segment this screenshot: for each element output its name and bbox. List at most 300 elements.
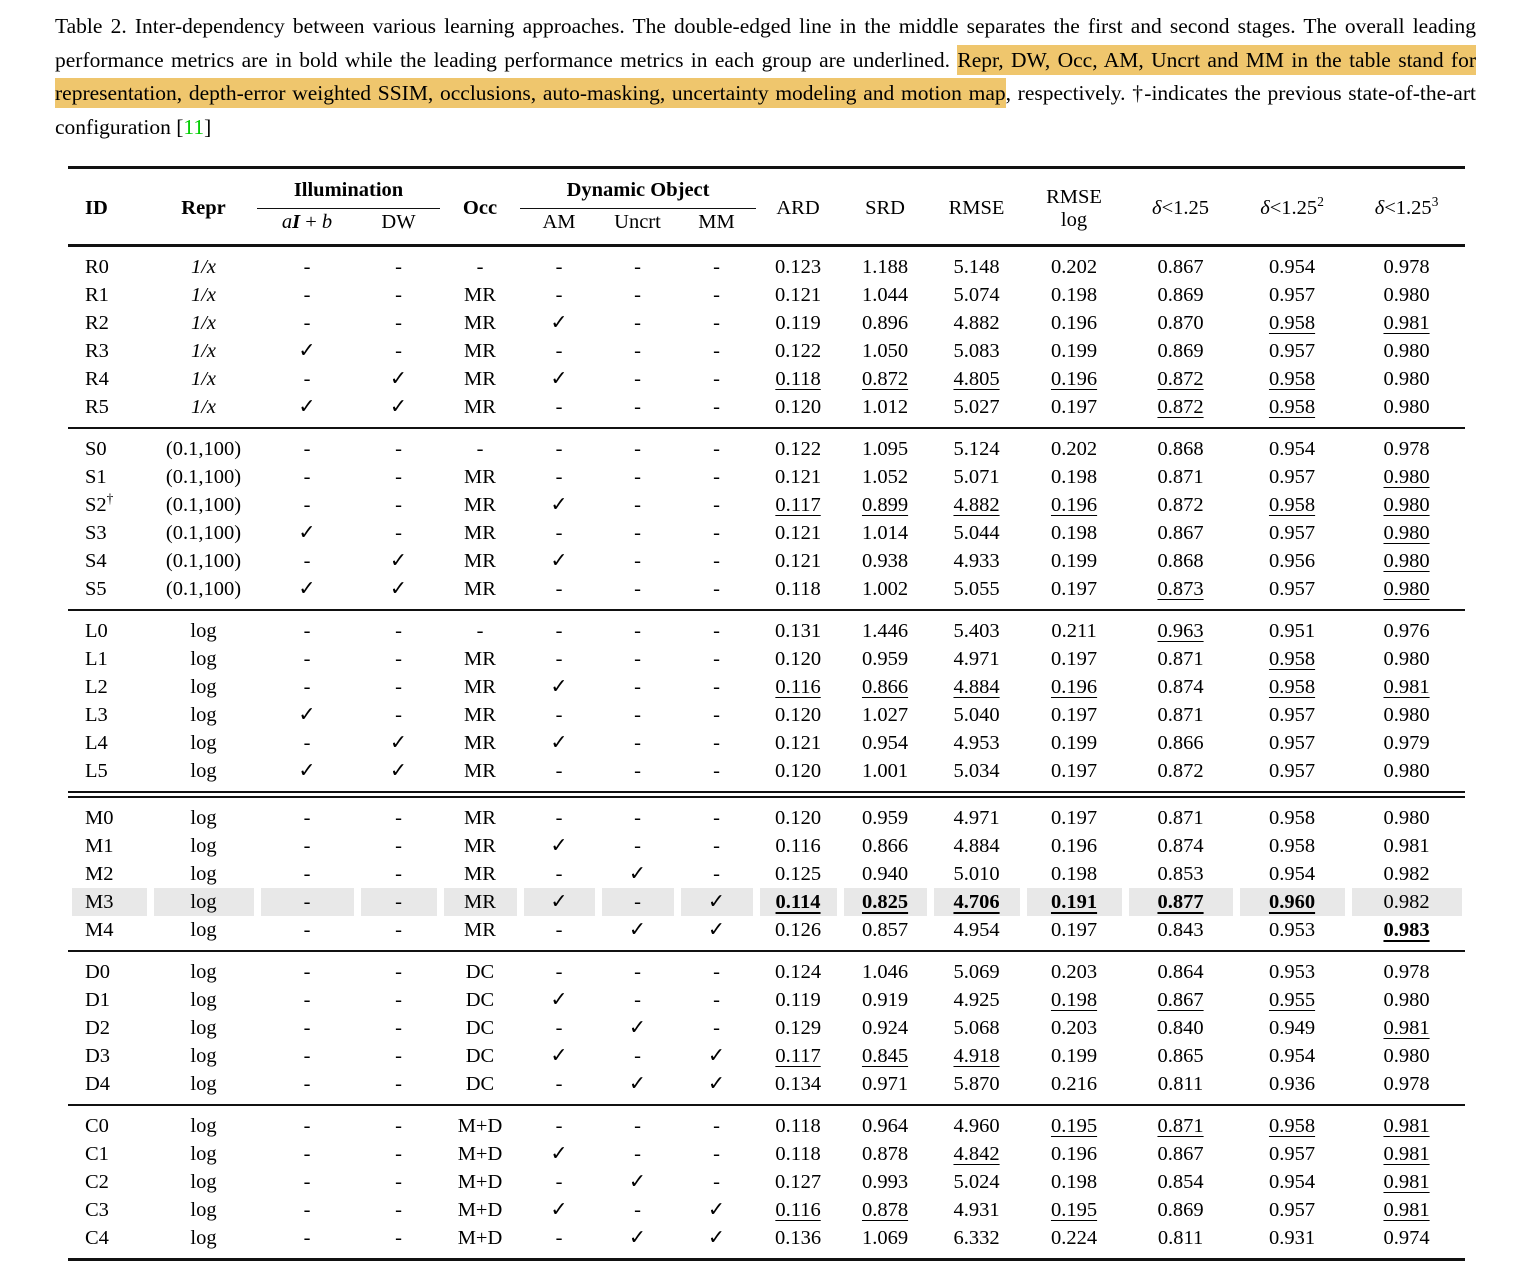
cell-C2-delta-125: 0.854 [1157, 1171, 1204, 1193]
cell-R1-rmse-log: 0.198 [1050, 284, 1098, 306]
cell-D3-repr: log [190, 1045, 217, 1067]
cell-R2-am: ✓ [550, 312, 568, 334]
cell-M2-am: - [555, 863, 563, 885]
cell-M2-uncrt: ✓ [628, 863, 647, 885]
cell-S0-uncrt: - [634, 438, 641, 460]
col-header-srd: SRD [865, 197, 905, 219]
cell-S4-mm: - [713, 550, 720, 572]
table-row-L1 [68, 645, 1465, 673]
row-id-C2: C2 [85, 1171, 109, 1193]
cell-C2-repr: log [190, 1171, 217, 1193]
cell-D4-uncrt: ✓ [628, 1073, 647, 1095]
cell-C2-dw: - [395, 1171, 402, 1193]
cell-D4-ard: 0.134 [774, 1073, 822, 1095]
cell-R5-ard: 0.120 [774, 396, 822, 418]
cell-S3-delta-125-cu: 0.980 [1383, 522, 1430, 544]
cell-S0-am: - [555, 438, 563, 460]
cell-L1-mm: - [713, 648, 720, 670]
row-id-M0: M0 [85, 807, 114, 829]
cell-S5-srd: 1.002 [861, 578, 909, 600]
cell-L4-ard: 0.121 [774, 732, 822, 754]
cell-R2-delta-125: 0.870 [1157, 312, 1204, 334]
cell-M3-am: ✓ [520, 888, 598, 916]
cell-D0-rmse: 5.069 [953, 961, 1000, 983]
col-header-delta-125-cu: $\delta<1.25^3$ [1374, 194, 1439, 219]
cell-D4-rmse-log: 0.216 [1050, 1073, 1098, 1095]
cell-D1-rmse-log: 0.198 [1050, 989, 1098, 1011]
col-group-dynamic-object: Dynamic Object [520, 168, 756, 209]
cell-D3-rmse: 4.918 [953, 1045, 1000, 1067]
cell-R1-srd: 1.044 [861, 284, 909, 306]
cell-R5-delta-125-cu: 0.980 [1383, 396, 1430, 418]
cell-M1-repr: log [190, 835, 217, 857]
citation-link[interactable]: 11 [183, 114, 205, 139]
cell-L0-occ: - [476, 620, 484, 642]
cell-L3-ard: 0.120 [774, 704, 822, 726]
cell-C3-delta-125: 0.869 [1157, 1199, 1204, 1221]
cell-M0-dw: - [395, 807, 402, 829]
cell-C0-rmse: 4.960 [953, 1115, 1000, 1137]
cell-D3-mm: ✓ [707, 1045, 726, 1067]
cell-D2-delta-125-cu: 0.981 [1383, 1017, 1430, 1039]
cell-R4-srd: 0.872 [861, 368, 909, 390]
cell-S1-delta-125: 0.871 [1157, 466, 1204, 488]
cell-L0-ai-plus-b: - [303, 620, 311, 642]
cell-M3-rmse: 4.706 [930, 888, 1023, 916]
cell-C3-repr: log [190, 1199, 217, 1221]
cell-C4-repr: log [190, 1227, 217, 1249]
col-header-am: AM [542, 211, 576, 233]
cell-R5-rmse-log: 0.197 [1050, 396, 1098, 418]
cell-R3-uncrt: - [634, 340, 641, 362]
cell-D2-rmse: 5.068 [953, 1017, 1000, 1039]
cell-M0-rmse: 4.971 [953, 807, 1000, 829]
cell-S3-rmse: 5.044 [953, 522, 1000, 544]
cell-M3-occ: MR [440, 888, 520, 916]
cell-L5-ard: 0.120 [774, 760, 822, 782]
cell-D1-ai-plus-b: - [303, 989, 311, 1011]
cell-C1-mm: - [713, 1143, 720, 1165]
cell-R1-delta-125-cu: 0.980 [1383, 284, 1430, 306]
cell-L3-repr: log [190, 704, 217, 726]
cell-C2-mm: - [713, 1171, 720, 1193]
cell-S2-dw: - [395, 494, 402, 516]
cell-D0-mm: - [713, 961, 720, 983]
cell-R3-delta-125-sq: 0.957 [1268, 340, 1316, 362]
cell-C1-uncrt: - [634, 1143, 641, 1165]
cell-C3-mm: ✓ [707, 1199, 726, 1221]
cell-S1-rmse: 5.071 [953, 466, 1000, 488]
citation-bracket-close: ] [204, 114, 212, 139]
cell-C0-rmse-log: 0.195 [1050, 1115, 1098, 1137]
cell-M4-am: - [555, 919, 563, 941]
cell-D4-occ: DC [465, 1073, 495, 1095]
cell-S4-ard: 0.121 [774, 550, 822, 572]
cell-D0-ard: 0.124 [774, 961, 822, 983]
table-row-R1 [68, 281, 1465, 309]
cell-S2-ard: 0.117 [775, 494, 821, 516]
cell-S5-ai-plus-b: ✓ [298, 578, 316, 600]
cell-L4-am: ✓ [550, 732, 568, 754]
cell-L3-delta-125: 0.871 [1157, 704, 1204, 726]
cell-M3-delta-125-cu: 0.982 [1348, 888, 1465, 916]
cell-M2-dw: - [395, 863, 402, 885]
cell-S2-delta-125-cu: 0.980 [1383, 494, 1430, 516]
cell-M0-rmse-log: 0.197 [1050, 807, 1098, 829]
col-header-ai-plus-b: aI + b [281, 211, 333, 233]
group-C [68, 1105, 1465, 1260]
cell-L1-dw: - [395, 648, 402, 670]
cell-R0-delta-125: 0.867 [1157, 256, 1204, 278]
cell-L1-repr: log [190, 648, 217, 670]
cell-M3-delta-125-sq: 0.960 [1236, 888, 1348, 916]
cell-C2-srd: 0.993 [861, 1171, 909, 1193]
cell-L3-delta-125-cu: 0.980 [1383, 704, 1430, 726]
cell-R5-mm: - [713, 396, 720, 418]
cell-M3-uncrt: - [598, 888, 677, 916]
cell-S0-rmse-log: 0.202 [1050, 438, 1098, 460]
cell-R4-mm: - [713, 368, 720, 390]
cell-D2-uncrt: ✓ [628, 1017, 647, 1039]
cell-R3-delta-125: 0.869 [1157, 340, 1204, 362]
cell-C4-delta-125: 0.811 [1157, 1227, 1204, 1249]
cell-S5-mm: - [713, 578, 720, 600]
cell-R1-am: - [555, 284, 563, 306]
cell-L2-repr: log [190, 676, 217, 698]
table-row-D1 [68, 986, 1465, 1014]
cell-L1-srd: 0.959 [861, 648, 909, 670]
row-id-M2: M2 [85, 863, 114, 885]
cell-M1-uncrt: - [634, 835, 641, 857]
cell-R4-ard: 0.118 [775, 368, 821, 390]
cell-L4-dw: ✓ [389, 732, 408, 754]
cell-C2-rmse-log: 0.198 [1050, 1171, 1098, 1193]
cell-M0-delta-125: 0.871 [1157, 807, 1204, 829]
cell-L3-dw: - [395, 704, 402, 726]
cell-D3-delta-125-cu: 0.980 [1383, 1045, 1430, 1067]
cell-L0-ard: 0.131 [774, 620, 822, 642]
table-row-L2 [68, 673, 1465, 701]
cell-D0-delta-125-cu: 0.978 [1383, 961, 1430, 983]
cell-D3-ai-plus-b: - [303, 1045, 311, 1067]
cell-D1-srd: 0.919 [861, 989, 909, 1011]
cell-D2-repr: log [190, 1017, 217, 1039]
cell-M0-ai-plus-b: - [303, 807, 311, 829]
cell-R0-rmse-log: 0.202 [1050, 256, 1098, 278]
cell-S4-srd: 0.938 [861, 550, 909, 572]
cell-D4-mm: ✓ [707, 1073, 726, 1095]
cell-S3-delta-125-sq: 0.957 [1268, 522, 1316, 544]
row-id-L2: L2 [85, 676, 108, 698]
cell-R3-ai-plus-b: ✓ [298, 340, 316, 362]
cell-L1-ard: 0.120 [774, 648, 822, 670]
cell-C4-delta-125-cu: 0.974 [1383, 1227, 1430, 1249]
group-S [68, 428, 1465, 610]
cell-D4-repr: log [190, 1073, 217, 1095]
cell-S3-ai-plus-b: ✓ [298, 522, 316, 544]
row-id-R0: R0 [85, 256, 109, 278]
cell-L4-srd: 0.954 [861, 732, 909, 754]
cell-D1-delta-125-sq: 0.955 [1268, 989, 1316, 1011]
cell-R1-delta-125: 0.869 [1157, 284, 1204, 306]
row-id-S1: S1 [85, 466, 107, 488]
cell-S3-uncrt: - [634, 522, 641, 544]
cell-L2-occ: MR [464, 676, 496, 698]
cell-S2-occ: MR [464, 494, 496, 516]
cell-M2-rmse-log: 0.198 [1050, 863, 1098, 885]
cell-D1-occ: DC [465, 989, 495, 1011]
row-id-S4: S4 [85, 550, 107, 572]
cell-M1-am: ✓ [550, 835, 568, 857]
cell-R4-repr: 1/x [190, 368, 217, 390]
cell-R5-am: - [555, 396, 563, 418]
cell-R0-ard: 0.123 [774, 256, 822, 278]
cell-R5-uncrt: - [634, 396, 641, 418]
col-header-dw: DW [381, 211, 416, 233]
table-header [68, 168, 1465, 246]
cell-S0-dw: - [395, 438, 402, 460]
cell-S0-ard: 0.122 [774, 438, 822, 460]
cell-L0-rmse-log: 0.211 [1051, 620, 1097, 642]
cell-M4-srd: 0.857 [861, 919, 909, 941]
cell-R4-rmse: 4.805 [953, 368, 1000, 390]
cell-L2-ard: 0.116 [775, 676, 821, 698]
cell-C1-occ: M+D [457, 1143, 503, 1165]
cell-L3-ai-plus-b: ✓ [298, 704, 316, 726]
cell-D0-delta-125-sq: 0.953 [1268, 961, 1316, 983]
cell-L0-mm: - [713, 620, 720, 642]
cell-M3-delta-125: 0.877 [1125, 888, 1236, 916]
cell-M1-ard: 0.116 [775, 835, 821, 857]
row-id-R5: R5 [85, 396, 109, 418]
cell-D3-occ: DC [465, 1045, 495, 1067]
row-id-D3: D3 [85, 1045, 111, 1067]
table-row-R0 [68, 246, 1465, 282]
table-row-S1 [68, 463, 1465, 491]
cell-D0-dw: - [395, 961, 402, 983]
cell-S5-dw: ✓ [389, 578, 408, 600]
cell-S5-delta-125-sq: 0.957 [1268, 578, 1316, 600]
table-row-C0 [68, 1105, 1465, 1140]
cell-L5-am: - [555, 760, 563, 782]
cell-C0-repr: log [190, 1115, 217, 1137]
cell-R0-repr: 1/x [190, 256, 217, 278]
cell-R0-uncrt: - [634, 256, 641, 278]
table-row-D2 [68, 1014, 1465, 1042]
cell-R4-delta-125-cu: 0.980 [1383, 368, 1430, 390]
cell-R0-mm: - [713, 256, 720, 278]
cell-L5-delta-125: 0.872 [1157, 760, 1204, 782]
table-row-R4 [68, 365, 1465, 393]
cell-M4-ai-plus-b: - [303, 919, 311, 941]
cell-S1-delta-125-cu: 0.980 [1383, 466, 1430, 488]
cell-S1-am: - [555, 466, 563, 488]
row-id-D4: D4 [85, 1073, 111, 1095]
table-row-C4 [68, 1224, 1465, 1260]
cell-S1-occ: MR [464, 466, 496, 488]
cell-C0-srd: 0.964 [861, 1115, 909, 1137]
cell-R3-srd: 1.050 [861, 340, 909, 362]
cell-L1-delta-125: 0.871 [1157, 648, 1204, 670]
col-header-repr: Repr [181, 197, 226, 219]
cell-S5-am: - [555, 578, 563, 600]
cell-C4-uncrt: ✓ [628, 1227, 647, 1249]
cell-D1-dw: - [395, 989, 402, 1011]
cell-R5-ai-plus-b: ✓ [298, 396, 316, 418]
caption-prefix: Table 2. Inter-dependency between various learning approaches. The double-edged line in the middle separates the first and second stages. The overall leading performance metrics are in bold while the leading performance metrics in each group are underlined. [55, 14, 1476, 72]
cell-M2-delta-125: 0.853 [1157, 863, 1204, 885]
cell-L4-rmse-log: 0.199 [1050, 732, 1098, 754]
cell-C0-uncrt: - [634, 1115, 641, 1137]
cell-S3-repr: (0.1,100) [165, 522, 242, 544]
cell-L2-ai-plus-b: - [303, 676, 311, 698]
cell-R4-am: ✓ [550, 368, 568, 390]
cell-S5-delta-125-cu: 0.980 [1383, 578, 1430, 600]
table-row-S2 [68, 491, 1465, 519]
cell-L4-delta-125-sq: 0.957 [1268, 732, 1316, 754]
cell-R3-rmse-log: 0.199 [1050, 340, 1098, 362]
table-row-M3 [68, 888, 1465, 916]
cell-R0-occ: - [476, 256, 484, 278]
cell-S5-delta-125: 0.873 [1157, 578, 1204, 600]
table-caption [55, 10, 1476, 144]
cell-S3-delta-125: 0.867 [1157, 522, 1204, 544]
caption-suffix: , respectively. †-indicates the previous state-of-the-art configuration [55, 81, 1476, 139]
cell-D0-ai-plus-b: - [303, 961, 311, 983]
cell-D2-srd: 0.924 [861, 1017, 909, 1039]
cell-R4-occ: MR [464, 368, 496, 390]
cell-L4-occ: MR [464, 732, 496, 754]
cell-D1-am: ✓ [550, 989, 568, 1011]
rmse-log-line1: RMSE [1046, 185, 1102, 208]
table-row-L5 [68, 757, 1465, 795]
cell-S4-ai-plus-b: - [303, 550, 311, 572]
cell-D3-dw: - [395, 1045, 402, 1067]
cell-S4-delta-125: 0.868 [1157, 550, 1204, 572]
cell-D3-srd: 0.845 [861, 1045, 909, 1067]
row-id-D2: D2 [85, 1017, 111, 1039]
cell-C0-mm: - [713, 1115, 720, 1137]
table-row-L3 [68, 701, 1465, 729]
table-row-M1 [68, 832, 1465, 860]
cell-S0-mm: - [713, 438, 720, 460]
table-row-C2 [68, 1168, 1465, 1196]
cell-L2-dw: - [395, 676, 402, 698]
cell-C1-ard: 0.118 [775, 1143, 821, 1165]
cell-R1-occ: MR [464, 284, 496, 306]
cell-S0-rmse: 5.124 [953, 438, 1000, 460]
cell-C4-ai-plus-b: - [303, 1227, 311, 1249]
cell-S5-rmse-log: 0.197 [1050, 578, 1098, 600]
cell-R0-srd: 1.188 [861, 256, 909, 278]
cell-M0-uncrt: - [634, 807, 641, 829]
cell-S2-repr: (0.1,100) [165, 494, 242, 516]
cell-C1-rmse: 4.842 [953, 1143, 1000, 1165]
row-id-S5: S5 [85, 578, 107, 600]
cell-R2-srd: 0.896 [861, 312, 909, 334]
cell-D2-delta-125-sq: 0.949 [1268, 1017, 1316, 1039]
cell-L2-delta-125-cu: 0.981 [1383, 676, 1430, 698]
cell-M2-repr: log [190, 863, 217, 885]
cell-C0-delta-125-cu: 0.981 [1383, 1115, 1430, 1137]
row-id-L1: L1 [85, 648, 108, 670]
cell-C2-ard: 0.127 [774, 1171, 822, 1193]
cell-L0-delta-125-sq: 0.951 [1268, 620, 1316, 642]
cell-M3-dw: - [357, 888, 440, 916]
cell-L3-rmse: 5.040 [953, 704, 1000, 726]
cell-C3-uncrt: - [634, 1199, 641, 1221]
cell-M2-srd: 0.940 [861, 863, 909, 885]
cell-D1-delta-125: 0.867 [1157, 989, 1204, 1011]
cell-R2-uncrt: - [634, 312, 641, 334]
cell-D1-rmse: 4.925 [953, 989, 1000, 1011]
cell-M0-am: - [555, 807, 563, 829]
row-id-C4: C4 [85, 1227, 109, 1249]
cell-C3-delta-125-sq: 0.957 [1268, 1199, 1316, 1221]
cell-C4-delta-125-sq: 0.931 [1268, 1227, 1316, 1249]
cell-L3-occ: MR [464, 704, 496, 726]
cell-M0-delta-125-cu: 0.980 [1383, 807, 1430, 829]
cell-S1-dw: - [395, 466, 402, 488]
cell-L1-ai-plus-b: - [303, 648, 311, 670]
cell-S3-srd: 1.014 [861, 522, 909, 544]
cell-M1-occ: MR [464, 835, 496, 857]
cell-S2-delta-125: 0.872 [1157, 494, 1204, 516]
cell-R3-dw: - [395, 340, 402, 362]
cell-M0-ard: 0.120 [774, 807, 822, 829]
cell-D0-delta-125: 0.864 [1157, 961, 1204, 983]
cell-L3-rmse-log: 0.197 [1050, 704, 1098, 726]
cell-L4-rmse: 4.953 [953, 732, 1000, 754]
cell-L1-rmse: 4.971 [953, 648, 1000, 670]
cell-R2-delta-125-cu: 0.981 [1383, 312, 1430, 334]
cell-R2-rmse: 4.882 [953, 312, 1000, 334]
cell-D2-ard: 0.129 [774, 1017, 822, 1039]
cell-R1-dw: - [395, 284, 402, 306]
cell-D4-delta-125: 0.811 [1157, 1073, 1204, 1095]
cell-M0-mm: - [713, 807, 720, 829]
cell-R2-rmse-log: 0.196 [1050, 312, 1098, 334]
cell-C3-rmse-log: 0.195 [1050, 1199, 1098, 1221]
cell-C1-am: ✓ [550, 1143, 568, 1165]
cell-S5-ard: 0.118 [775, 578, 821, 600]
row-id-S2: S2† [85, 491, 114, 516]
cell-D1-ard: 0.119 [775, 989, 821, 1011]
cell-C1-delta-125: 0.867 [1157, 1143, 1204, 1165]
cell-L5-mm: - [713, 760, 720, 782]
row-id-M1: M1 [85, 835, 114, 857]
cell-D0-am: - [555, 961, 563, 983]
cell-S4-dw: ✓ [389, 550, 408, 572]
cell-R0-dw: - [395, 256, 402, 278]
cell-R2-delta-125-sq: 0.958 [1268, 312, 1316, 334]
cell-S2-delta-125-sq: 0.958 [1268, 494, 1316, 516]
cell-L0-uncrt: - [634, 620, 641, 642]
col-group-illumination: Illumination [257, 168, 440, 209]
cell-S0-ai-plus-b: - [303, 438, 311, 460]
table-row-L0 [68, 610, 1465, 645]
cell-D1-delta-125-cu: 0.980 [1383, 989, 1430, 1011]
cell-R3-mm: - [713, 340, 720, 362]
cell-S1-delta-125-sq: 0.957 [1268, 466, 1316, 488]
cell-D4-srd: 0.971 [861, 1073, 909, 1095]
cell-S1-repr: (0.1,100) [165, 466, 242, 488]
group-D [68, 951, 1465, 1105]
cell-S1-ai-plus-b: - [303, 466, 311, 488]
cell-L5-occ: MR [464, 760, 496, 782]
cell-S1-uncrt: - [634, 466, 641, 488]
cell-S0-delta-125-sq: 0.954 [1268, 438, 1316, 460]
